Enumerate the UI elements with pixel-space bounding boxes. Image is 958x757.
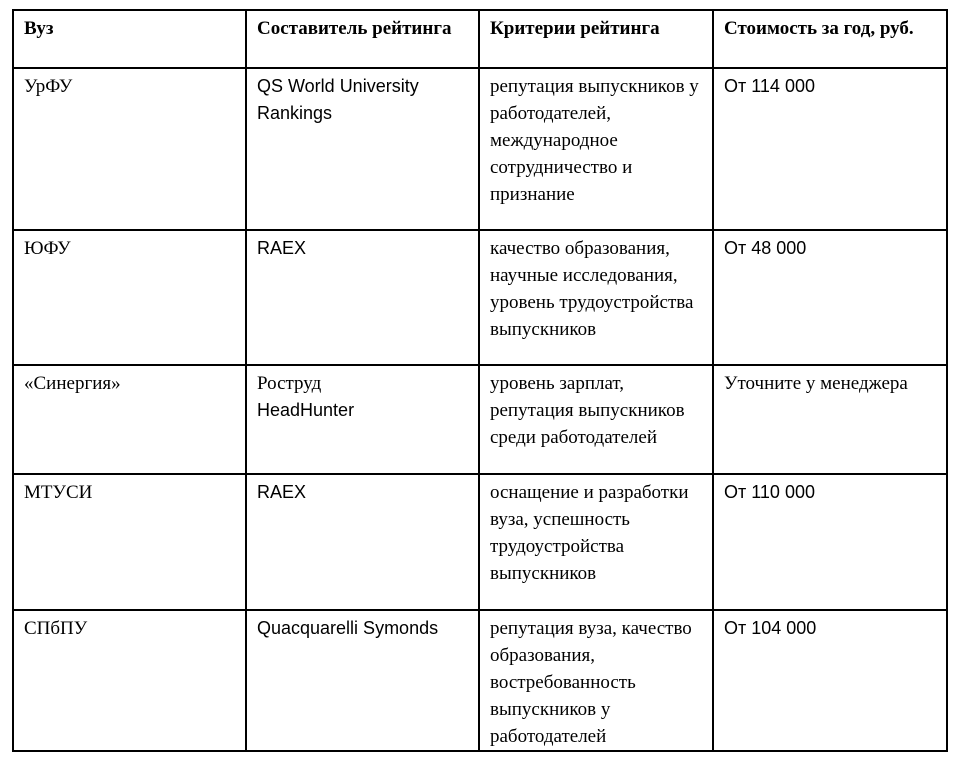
cell-university: МТУСИ bbox=[13, 474, 246, 610]
cell-compiler: RAEX bbox=[246, 474, 479, 610]
table-row bbox=[13, 610, 947, 751]
cell-university: СПбПУ bbox=[13, 610, 246, 751]
cell-compiler bbox=[246, 365, 479, 474]
table-header-row bbox=[13, 10, 947, 68]
cell-compiler: RAEX bbox=[246, 230, 479, 365]
cell-compiler: QS World University Rankings bbox=[246, 68, 479, 230]
cell-criteria: уровень зарплат, репутация выпускников среди работодателей bbox=[479, 365, 713, 474]
cell-criteria: оснащение и разработки вуза, успешность трудоустройства выпускников bbox=[479, 474, 713, 610]
table-row bbox=[13, 365, 947, 474]
rating-table bbox=[12, 9, 948, 752]
compiler-line: HeadHunter bbox=[257, 400, 355, 420]
table-row bbox=[13, 474, 947, 610]
cell-university: «Синергия» bbox=[13, 365, 246, 474]
cell-cost: От 110 000 bbox=[713, 474, 947, 610]
cell-criteria: репутация вуза, качество образования, востребованность выпускников у работодателей bbox=[479, 610, 713, 751]
header-cost: Стоимость за год, руб. bbox=[713, 10, 947, 68]
cell-university: ЮФУ bbox=[13, 230, 246, 365]
header-university: Вуз bbox=[13, 10, 246, 68]
cell-cost: От 114 000 bbox=[713, 68, 947, 230]
table-row bbox=[13, 68, 947, 230]
cell-criteria: репутация выпускников у работодателей, международное сотрудничество и признание bbox=[479, 68, 713, 230]
table-row bbox=[13, 230, 947, 365]
header-criteria: Критерии рейтинга bbox=[479, 10, 713, 68]
header-compiler: Составитель рейтинга bbox=[246, 10, 479, 68]
compiler-line: Роструд bbox=[257, 373, 322, 394]
cell-compiler: Quacquarelli Symonds bbox=[246, 610, 479, 751]
cell-cost: От 104 000 bbox=[713, 610, 947, 751]
cell-university: УрФУ bbox=[13, 68, 246, 230]
cell-cost: От 48 000 bbox=[713, 230, 947, 365]
cell-cost: Уточните у менеджера bbox=[713, 365, 947, 474]
cell-criteria: качество образования, научные исследования, уровень трудоустройства выпускников bbox=[479, 230, 713, 365]
